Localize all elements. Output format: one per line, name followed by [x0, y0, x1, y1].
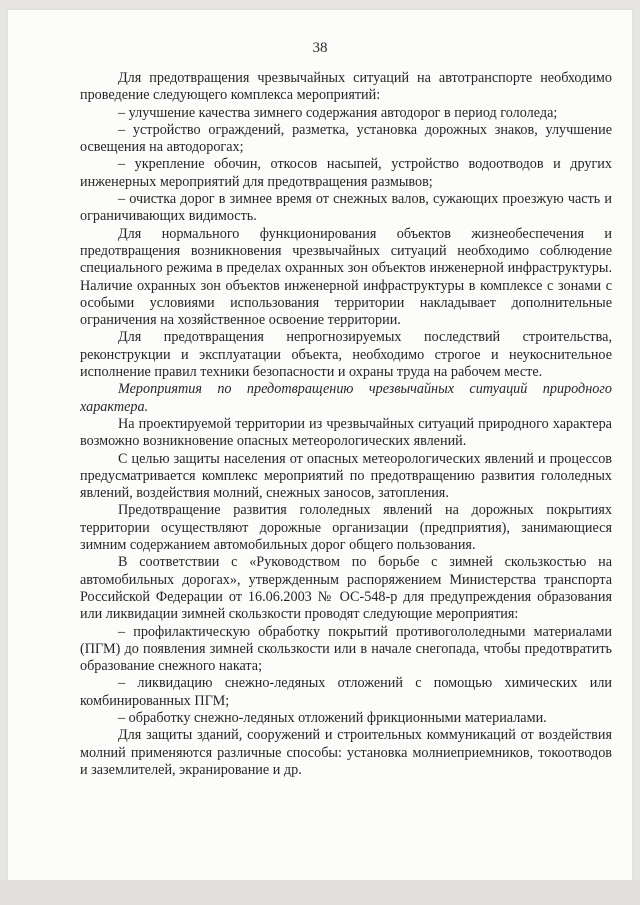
list-item-fencing-signs: – устройство ограждений, разметка, установка дорожных знаков, улучшение освещения на автодорогах;	[80, 121, 612, 156]
paragraph-protection-zones: Для нормального функционирования объектов жизнеобеспечения и предотвращения возникновения чрезвычайных ситуаций необходимо соблюдение специального режима в пределах охранных зон объектов инженерной инфраструктуры. Наличие охранных зон объектов инженерной инфраструктуры в комплексе с зонами с особыми условиями использования территории накладывает дополнительные ограничения на хозяйственное освоение территории.	[80, 225, 612, 329]
section-heading-natural-emergencies: Мероприятия по предотвращению чрезвычайных ситуаций природного характера.	[80, 381, 612, 415]
paragraph-meteorological-hazards: На проектируемой территории из чрезвычайных ситуаций природного характера возможно возникновение опасных метеорологических явлений.	[80, 415, 612, 450]
list-item-chemical-removal: – ликвидацию снежно-ледяных отложений с помощью химических или комбинированных ПГМ;	[80, 675, 612, 709]
paragraph-population-protection: С целью защиты населения от опасных метеорологических явлений и процессов предусматривается комплекс мероприятий по предотвращению развития гололедных явлений, воздействия молний, снежных заносов, затопления.	[80, 450, 612, 502]
scan-bottom-margin	[0, 880, 640, 905]
list-item-ice-maintenance: – улучшение качества зимнего содержания автодорог в период гололеда;	[118, 104, 558, 121]
list-item-preventive-treatment: – профилактическую обработку покрытий противогололедными материалами (ПГМ) до появления зимней скользкости или в начале снегопада, чтобы предотвратить образование снежного наката;	[80, 623, 612, 675]
paragraph-transport-intro: Для предотвращения чрезвычайных ситуаций на автотранспорте необходимо проведение следующего комплекса мероприятий:	[80, 70, 612, 104]
paragraph-ice-prevention: Предотвращение развития гололедных явлений на дорожных покрытиях территории осуществляют дорожные организации (предприятия), занимающиеся зимним содержанием автомобильных дорог общего пользования.	[80, 502, 612, 554]
list-item-friction-materials: – обработку снежно-ледяных отложений фрикционными материалами.	[118, 709, 547, 726]
paragraph-winter-guidance: В соответствии с «Руководством по борьбе с зимней скользкостью на автомобильных дорогах», утвержденным распоряжением Министерства транспорта Российской Федерации от 16.06.2003 № ОС-548-р для предупреждения образования или ликвидации зимней скользкости проводят следующие мероприятия:	[80, 554, 612, 623]
paragraph-safety-rules: Для предотвращения непрогнозируемых последствий строительства, реконструкции и эксплуатации объекта, необходимо строгое и неукоснительное исполнение правил техники безопасности и охраны труда на рабочем месте.	[80, 329, 612, 381]
page-number: 38	[312, 40, 328, 56]
list-item-slope-reinforcement: – укрепление обочин, откосов насыпей, устройство водоотводов и других инженерных мероприятий для предотвращения размывов;	[80, 156, 612, 190]
list-item-snow-clearing: – очистка дорог в зимнее время от снежных валов, сужающих проезжую часть и ограничивающих видимость.	[80, 191, 612, 225]
document-body	[80, 70, 612, 779]
paragraph-lightning-protection: Для защиты зданий, сооружений и строительных коммуникаций от воздействия молний применяются различные способы: установка молниеприемников, токоотводов и заземлителей, экранирование и др.	[80, 727, 612, 778]
